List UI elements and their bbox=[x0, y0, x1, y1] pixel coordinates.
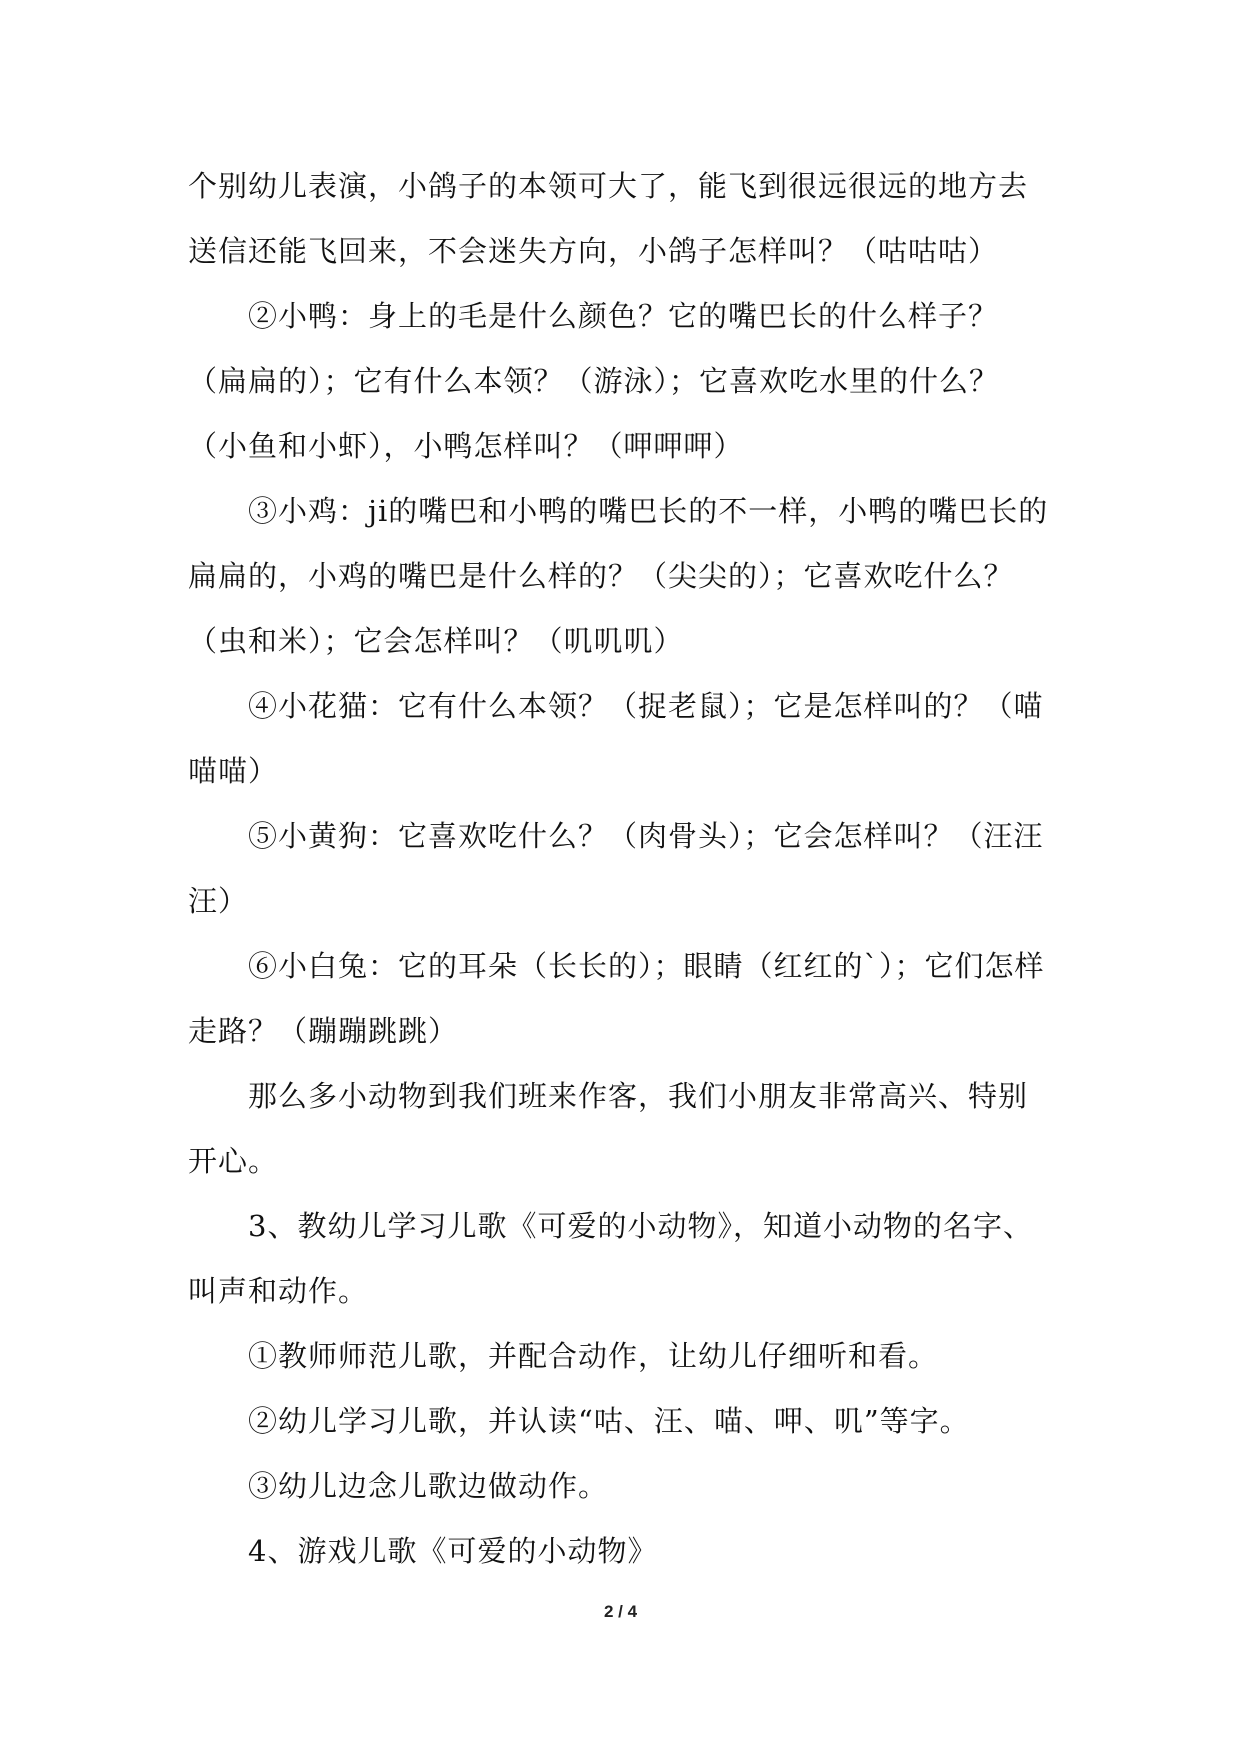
paragraph: 3、教幼儿学习儿歌《可爱的小动物》，知道小动物的名字、叫声和动作。 bbox=[188, 1209, 1033, 1308]
paragraph: ③小鸡：ji的嘴巴和小鸭的嘴巴长的不一样，小鸭的嘴巴长的扁扁的，小鸡的嘴巴是什么样的？（尖尖的）；它喜欢吃什么？（虫和米）；它会怎样叫？（叽叽叽） bbox=[188, 494, 1049, 658]
paragraph: ①教师师范儿歌，并配合动作，让幼儿仔细听和看。 bbox=[248, 1339, 939, 1373]
paragraph: 个别幼儿表演，小鸽子的本领可大了，能飞到很远很远的地方去送信还能飞回来，不会迷失方向，小鸽子怎样叫？（咕咕咕） bbox=[188, 169, 1029, 268]
paragraph: ②幼儿学习儿歌，并认读“咕、汪、喵、呷、叽”等字。 bbox=[248, 1404, 970, 1438]
paragraph: ④小花猫：它有什么本领？（捉老鼠）；它是怎样叫的？（喵喵喵） bbox=[188, 689, 1044, 788]
paragraph: ⑤小黄狗：它喜欢吃什么？（肉骨头）；它会怎样叫？（汪汪汪） bbox=[188, 819, 1044, 918]
paragraph: 那么多小动物到我们班来作客，我们小朋友非常高兴、特别开心。 bbox=[188, 1079, 1029, 1178]
paragraph: ②小鸭：身上的毛是什么颜色？它的嘴巴长的什么样子？（扁扁的）；它有什么本领？（游泳）；它喜欢吃水里的什么？（小鱼和小虾），小鸭怎样叫？（呷呷呷） bbox=[188, 299, 1000, 463]
paragraph: ⑥小白兔：它的耳朵（长长的）；眼睛（红红的`）；它们怎样走路？（蹦蹦跳跳） bbox=[188, 949, 1045, 1048]
document-body bbox=[188, 154, 1054, 1584]
paragraph: ③幼儿边念儿歌边做动作。 bbox=[248, 1469, 609, 1503]
page-number: 2 / 4 bbox=[603, 1602, 638, 1621]
paragraph: 4、游戏儿歌《可爱的小动物》 bbox=[248, 1534, 658, 1568]
